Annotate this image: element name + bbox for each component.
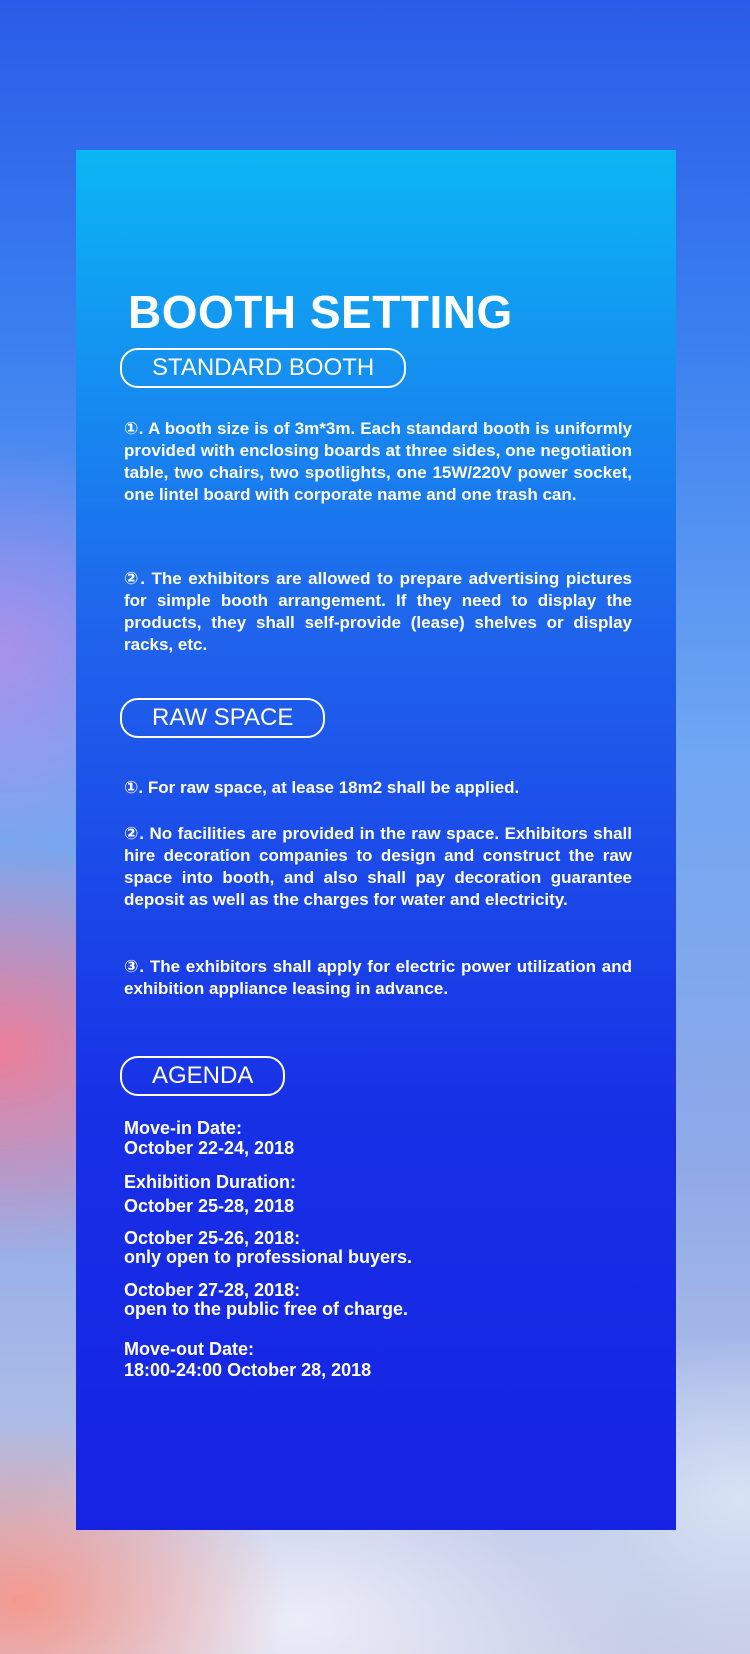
standard-booth-item-2: ②. The exhibitors are allowed to prepare advertising pictures for simple booth arrangement. If they need to display the products, they shall self-provide (lease) shelves or display racks, etc. xyxy=(124,569,632,654)
exhibition-duration-value: October 25-28, 2018 xyxy=(124,1196,295,1216)
section-heading-raw-space: RAW SPACE xyxy=(120,698,325,738)
professional-note: only open to professional buyers. xyxy=(124,1247,413,1267)
section-heading-standard-booth: STANDARD BOOTH xyxy=(120,348,406,388)
public-dates: October 27-28, 2018: xyxy=(124,1280,301,1300)
raw-space-item-2: ②. No facilities are provided in the raw space. Exhibitors shall hire decoration companies to design and construct the raw space into booth, and also shall pay decoration guarantee deposit as well as the charges for water and electricity. xyxy=(124,824,632,909)
section-heading-agenda: AGENDA xyxy=(120,1056,285,1096)
move-in-value: October 22-24, 2018 xyxy=(124,1138,295,1158)
public-note: open to the public free of charge. xyxy=(124,1299,409,1319)
move-out-value: 18:00-24:00 October 28, 2018 xyxy=(124,1360,372,1380)
page-title: BOOTH SETTING xyxy=(128,286,513,338)
exhibition-duration-label: Exhibition Duration: xyxy=(124,1172,296,1192)
professional-dates: October 25-26, 2018: xyxy=(124,1228,301,1248)
raw-space-item-1: ①. For raw space, at lease 18m2 shall be applied. xyxy=(124,778,520,797)
standard-booth-item-1: ①. A booth size is of 3m*3m. Each standard booth is uniformly provided with enclosing boards at three sides, one negotiation table, two chairs, two spotlights, one 15W/220V power socket, one lintel board with corporate name and one trash can. xyxy=(124,419,632,504)
move-in-label: Move-in Date: xyxy=(124,1118,243,1138)
move-out-label: Move-out Date: xyxy=(124,1339,254,1359)
raw-space-item-3: ③. The exhibitors shall apply for electric power utilization and exhibition appliance leasing in advance. xyxy=(124,957,632,998)
content-panel xyxy=(76,150,676,1530)
